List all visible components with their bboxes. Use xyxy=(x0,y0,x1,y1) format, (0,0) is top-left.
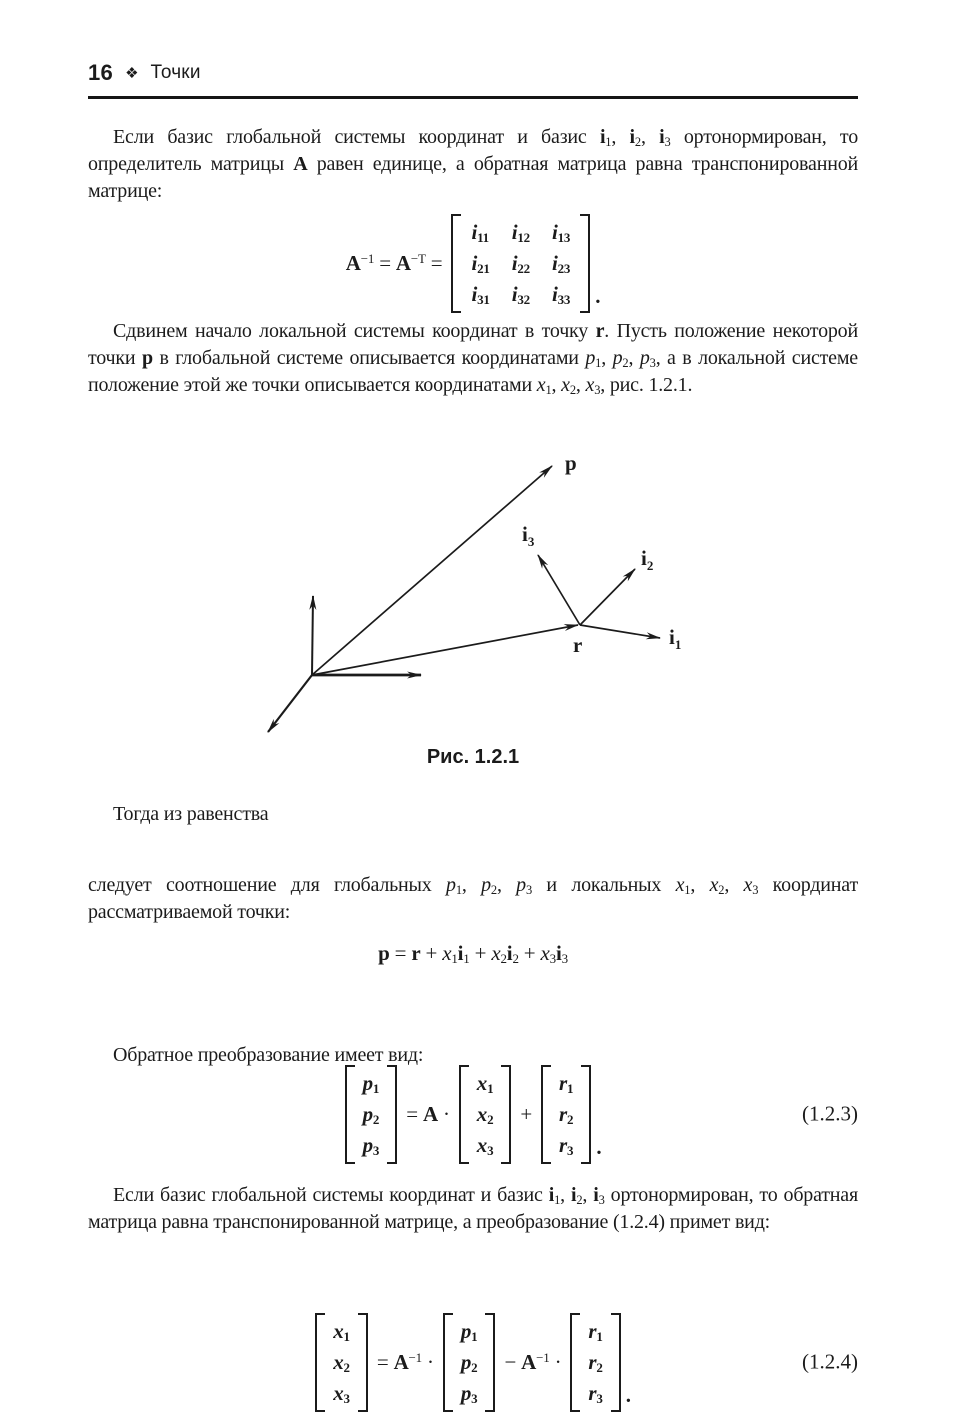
matrix-cell: $i_{13}$ xyxy=(551,219,571,245)
column-vector-x xyxy=(459,1065,512,1164)
equation-period: . xyxy=(595,283,601,308)
vector-cell: $p_1$ xyxy=(460,1318,478,1344)
right-bracket xyxy=(581,1065,591,1164)
equation-operator: + xyxy=(520,1101,533,1126)
i1-vector xyxy=(580,625,660,638)
matrix-cell: $i_{32}$ xyxy=(511,281,530,307)
matrix-cell: $i_{21}$ xyxy=(471,250,490,276)
left-bracket xyxy=(443,1313,453,1412)
right-bracket xyxy=(611,1313,621,1412)
left-bracket xyxy=(459,1065,469,1164)
left-bracket xyxy=(541,1065,551,1164)
page-number: 16 xyxy=(88,60,114,85)
paragraph-closing: Если базис глобальной системы координат и базис $i_1$, $i_2$, $i_3$ ортонормирован, то обратная матрица равна транспонированной матрице, а преобразование (1.2.4) примет вид: xyxy=(88,1184,858,1233)
equation-1-2-3 xyxy=(88,1062,858,1166)
vector-cell: $r_1$ xyxy=(588,1318,603,1344)
vector-cell: $p_3$ xyxy=(460,1380,478,1406)
equation-lhs: $A^{-1} = A^{-T}$ = xyxy=(345,250,443,275)
vector-cell: $r_2$ xyxy=(588,1349,603,1375)
left-bracket xyxy=(315,1313,325,1412)
column-vector-p xyxy=(443,1313,496,1412)
right-bracket xyxy=(501,1065,511,1164)
header-rule xyxy=(88,96,858,99)
vector-cell: $x_2$ xyxy=(476,1101,494,1127)
column-vector-r xyxy=(541,1065,591,1164)
column-vector-p xyxy=(345,1065,398,1164)
matrix-cell: $i_{23}$ xyxy=(551,250,571,276)
left-bracket xyxy=(451,214,461,313)
vector-cell: $p_2$ xyxy=(460,1349,478,1375)
equation-1-2-4 xyxy=(88,1310,858,1414)
i3-vector-label: $i_3$ xyxy=(522,522,535,549)
paragraph-shift-origin: Сдвинем начало локальной системы координат в точку r. Пусть положение некоторой точки p в глобальной системе описывается координатами $p_1$, $p_2$, $p_3$, а в локальной системе положение этой же точки описывается координатами $x_1$, $x_2$, $x_3$, рис. 1.2.1. xyxy=(88,320,858,397)
equation-number-1-2-4: (1.2.4) xyxy=(802,1349,858,1374)
left-bracket xyxy=(570,1313,580,1412)
global-axes xyxy=(268,596,421,732)
i1-vector-label: $i_1$ xyxy=(669,625,682,652)
paragraph-relation: следует соотношение для глобальных $p_1$, $p_2$, $p_3$ и локальных $x_1$, $x_2$, $x_3$ координат рассматриваемой точки: xyxy=(88,874,858,923)
equation-operator: − $A^{-1}$ · xyxy=(504,1349,562,1374)
equation-number-1-2-3: (1.2.3) xyxy=(802,1101,858,1126)
vector-cell: $x_1$ xyxy=(333,1318,350,1344)
right-bracket xyxy=(387,1065,397,1164)
vector-cell: $p_3$ xyxy=(362,1132,380,1158)
diamond-divider-icon: ❖ xyxy=(125,65,139,82)
vector-cell: $x_2$ xyxy=(333,1349,350,1375)
paragraph-intro: Если базис глобальной системы координат и базис $i_1$, $i_2$, $i_3$ ортонормирован, то определитель матрицы A равен единице, а обратная матрица равна транспонированной матрице: xyxy=(88,126,859,202)
matrix-3x3 xyxy=(451,214,590,313)
figure-coordinate-systems xyxy=(235,438,735,740)
vector-cell: $r_1$ xyxy=(559,1070,574,1096)
right-bracket xyxy=(358,1313,368,1412)
p-vector-label: p xyxy=(565,451,577,475)
p-vector xyxy=(312,466,552,675)
matrix-cell: $i_{33}$ xyxy=(551,281,571,307)
paragraph-then: Тогда из равенства xyxy=(113,803,269,825)
r-vector xyxy=(312,625,578,675)
figure-caption: Рис. 1.2.1 xyxy=(426,746,520,768)
vector-cell: $r_2$ xyxy=(559,1101,574,1127)
matrix-cell: $i_{12}$ xyxy=(511,219,530,245)
equation-period: . xyxy=(625,1382,631,1407)
matrix-cell: $i_{22}$ xyxy=(511,250,530,276)
i2-vector xyxy=(580,569,635,625)
vector-cell: $x_3$ xyxy=(476,1132,494,1158)
equation-operator: = $A^{-1}$ · xyxy=(376,1349,434,1374)
right-bracket xyxy=(485,1313,495,1412)
global-axis-up xyxy=(312,596,313,675)
equation-point-decomposition xyxy=(88,938,858,968)
vector-cell: $x_3$ xyxy=(333,1380,350,1406)
i3-vector xyxy=(538,555,580,625)
i2-vector-label: $i_2$ xyxy=(641,546,654,573)
vector-cell: $x_1$ xyxy=(476,1070,494,1096)
column-vector-x xyxy=(315,1313,368,1412)
vector-cell: $r_3$ xyxy=(559,1132,574,1158)
global-axis-down-left xyxy=(268,675,312,732)
vector-cell: $p_2$ xyxy=(362,1101,380,1127)
right-bracket xyxy=(580,214,590,313)
equation-period: . xyxy=(596,1134,602,1159)
vector-cell: $r_3$ xyxy=(588,1380,603,1406)
equation-operator: = A · xyxy=(406,1101,450,1126)
matrix-cell: $i_{31}$ xyxy=(471,281,490,307)
r-vector-label: r xyxy=(573,633,583,657)
running-head xyxy=(88,60,858,86)
equation-inverse-transpose xyxy=(88,212,858,314)
matrix-cell: $i_{11}$ xyxy=(471,219,489,245)
equation-body: $p = r + x_1i_1 + x_2i_2 + x_3i_3$ xyxy=(378,940,568,966)
chapter-title: Точки xyxy=(150,62,201,83)
left-bracket xyxy=(345,1065,355,1164)
vector-cell: $p_1$ xyxy=(362,1070,380,1096)
paragraph-inverse-transform: Обратное преобразование имеет вид: xyxy=(113,1044,424,1066)
column-vector-r xyxy=(570,1313,620,1412)
